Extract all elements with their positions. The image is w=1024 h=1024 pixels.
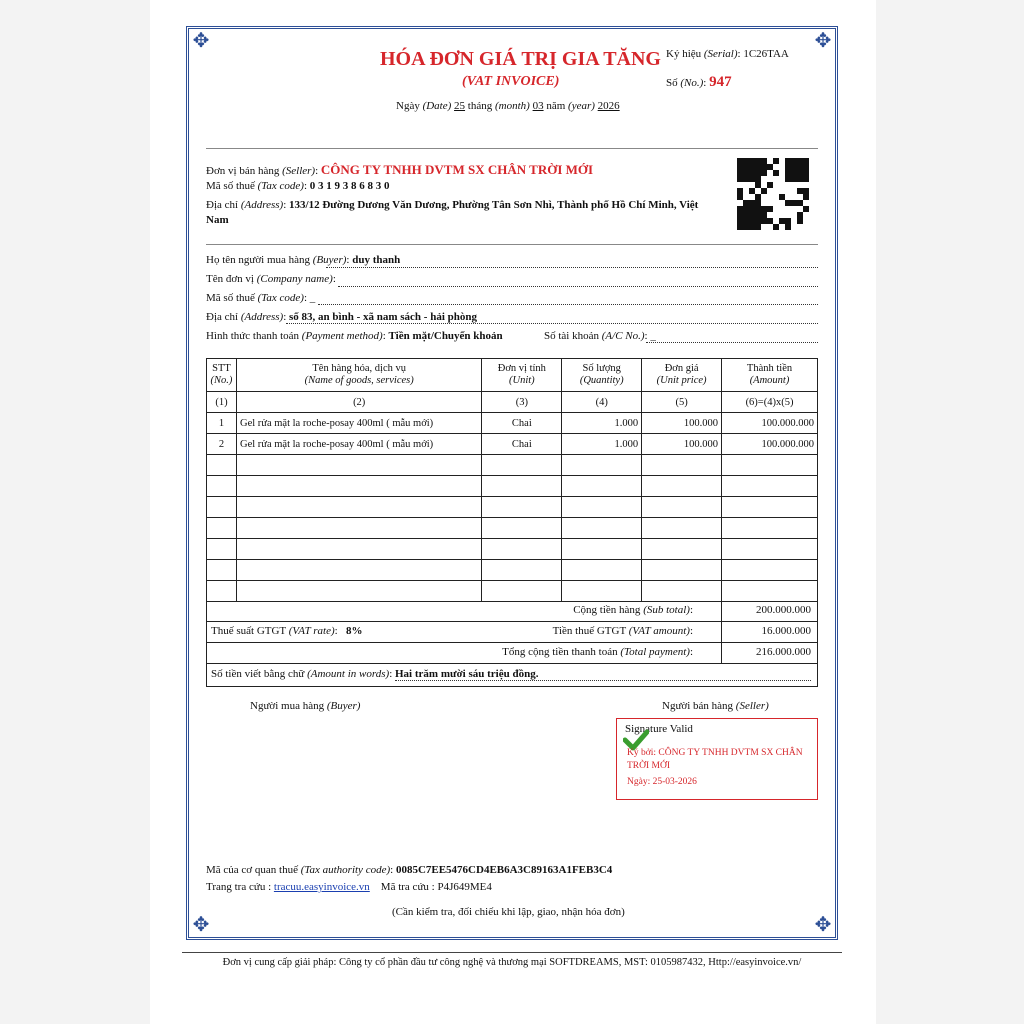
- cell-divider: [721, 621, 722, 642]
- empty-row: [207, 539, 818, 560]
- row-qty: 1.000: [562, 413, 642, 434]
- col-header-name: Tên hàng hóa, dịch vụ (Name of goods, services): [236, 359, 481, 392]
- row-name: Gel rửa mặt la roche-posay 400ml ( mẫu mới): [236, 413, 481, 434]
- qr-code-icon: [737, 158, 809, 230]
- serial-label: Ký hiệu: [666, 48, 702, 60]
- buyer-company-line: Tên đơn vị (Company name):: [206, 273, 336, 285]
- index-cell: (1): [207, 392, 237, 413]
- row-unit: Chai: [482, 434, 562, 455]
- index-cell: (5): [642, 392, 722, 413]
- index-cell: (4): [562, 392, 642, 413]
- verification-note: (Cần kiểm tra, đối chiếu khi lập, giao, nhận hóa đơn): [392, 906, 625, 918]
- seller-signature-label: Người bán hàng (Seller): [662, 700, 769, 712]
- vat-rate: Thuế suất GTGT (VAT rate): 8%: [211, 625, 363, 637]
- seller-tax-line: Mã số thuế (Tax code): 0 3 1 9 3 8 6 8 3 0: [206, 180, 390, 192]
- amount-words-row: [206, 663, 818, 687]
- buyer-address: số 83, an bình - xã nam sách - hải phòng: [289, 311, 477, 323]
- tax-authority-code: 0085C7EE5476CD4EB6A3C89163A1FEB3C4: [395, 864, 613, 876]
- cell-divider: [721, 642, 722, 663]
- account-line: Số tài khoản (A/C No.): _: [544, 330, 656, 342]
- empty-row: [207, 581, 818, 602]
- buyer-name-line: Họ tên người mua hàng (Buyer): duy thanh: [206, 254, 401, 266]
- col-header-no: STT (No.): [207, 359, 237, 392]
- number-label-en: (No.): [680, 77, 704, 89]
- number-label: Số: [666, 77, 678, 89]
- serial-value: 1C26TAA: [743, 48, 789, 60]
- col-header-price: Đơn giá (Unit price): [642, 359, 722, 392]
- invoice-subtitle: (VAT INVOICE): [462, 74, 560, 89]
- row-name: Gel rửa mặt la roche-posay 400ml ( mẫu mới): [236, 434, 481, 455]
- vat-row: [206, 621, 818, 643]
- date-month: 03: [532, 100, 544, 112]
- serial-label-en: (Serial): [703, 48, 738, 60]
- cell-divider: [721, 600, 722, 621]
- index-row: [207, 392, 818, 413]
- corner-ornament-icon: ✥: [814, 914, 832, 936]
- corner-ornament-icon: ✥: [192, 914, 210, 936]
- buyer-tax-line: Mã số thuế (Tax code): _: [206, 292, 316, 304]
- signed-date: Ngày: 25-03-2026: [627, 777, 697, 787]
- payment-label: Hình thức thanh toán: [206, 330, 300, 342]
- empty-row: [207, 476, 818, 497]
- index-cell: (6)=(4)x(5): [722, 392, 818, 413]
- fill-line: [395, 680, 811, 681]
- fill-line: [286, 323, 818, 324]
- seller-address-label: Địa chỉ: [206, 199, 239, 211]
- buyer-name: duy thanh: [352, 254, 401, 266]
- row-unit: Chai: [482, 413, 562, 434]
- divider: [206, 244, 818, 245]
- seller-tax-label-en: (Tax code): [257, 180, 304, 192]
- seller-address-line: Địa chỉ (Address): 133/12 Đường Dương Văn Dương, Phường Tân Sơn Nhì, Thành phố Hồ Chí Minh, Việt Nam: [206, 199, 699, 226]
- subtotal-label: Cộng tiền hàng (Sub total):: [573, 604, 693, 616]
- seller-label: Đơn vị bán hàng: [206, 165, 280, 177]
- digital-signature-box[interactable]: [616, 718, 818, 800]
- vat-amount-label: Tiền thuế GTGT (VAT amount):: [552, 625, 693, 637]
- empty-row: [207, 560, 818, 581]
- seller-tax-code: 0 3 1 9 3 8 6 8 3 0: [309, 180, 390, 192]
- empty-row: [207, 497, 818, 518]
- row-price: 100.000: [642, 413, 722, 434]
- corner-ornament-icon: ✥: [814, 30, 832, 52]
- subtotal-value: 200.000.000: [756, 604, 811, 616]
- seller-name-line: Đơn vị bán hàng (Seller): CÔNG TY TNHH DVTM SX CHÂN TRỜI MỚI: [206, 162, 594, 177]
- buyer-tax-label-en: (Tax code): [257, 292, 304, 304]
- fill-line: [338, 286, 818, 287]
- date-label-en: (Date): [422, 100, 452, 112]
- empty-row: [207, 455, 818, 476]
- seller-address-label-en: (Address): [240, 199, 284, 211]
- buyer-label-en: (Buyer): [312, 254, 347, 266]
- payment-method: Tiền mặt/Chuyển khoản: [388, 330, 503, 342]
- corner-ornament-icon: ✥: [192, 30, 210, 52]
- account-label: Số tài khoản: [544, 330, 599, 342]
- table-header-row: [207, 359, 818, 392]
- company-label: Tên đơn vị: [206, 273, 254, 285]
- row-amount: 100.000.000: [722, 413, 818, 434]
- empty-row: [207, 518, 818, 539]
- table-row: [207, 434, 818, 455]
- signed-by: Ký bởi: CÔNG TY TNHH DVTM SX CHÂN TRỜI MỚI: [627, 748, 803, 771]
- lookup-site-link[interactable]: tracuu.easyinvoice.vn: [273, 881, 370, 893]
- total-row: [206, 642, 818, 664]
- divider: [206, 148, 818, 149]
- buyer-address-label: Địa chỉ: [206, 311, 239, 323]
- invoice-title: HÓA ĐƠN GIÁ TRỊ GIA TĂNG: [380, 48, 661, 70]
- month-label: tháng: [467, 100, 493, 112]
- row-no: 1: [207, 413, 237, 434]
- date-label: Ngày: [396, 100, 420, 112]
- row-price: 100.000: [642, 434, 722, 455]
- payment-line: Hình thức thanh toán (Payment method): Tiền mặt/Chuyển khoản: [206, 330, 503, 342]
- amount-words: Số tiền viết bằng chữ (Amount in words): Hai trăm mười sáu triệu đồng.: [211, 668, 539, 680]
- col-header-qty: Số lượng (Quantity): [562, 359, 642, 392]
- col-header-unit: Đơn vị tính (Unit): [482, 359, 562, 392]
- col-header-amount: Thành tiền (Amount): [722, 359, 818, 392]
- number-line: Số (No.): 947: [666, 74, 732, 90]
- signature-valid-text: Signature Valid: [625, 723, 693, 735]
- date-year: 2026: [597, 100, 620, 112]
- row-qty: 1.000: [562, 434, 642, 455]
- date-day: 25: [454, 100, 466, 112]
- lookup-code: P4J649ME4: [437, 881, 492, 893]
- buyer-tax-label: Mã số thuế: [206, 292, 255, 304]
- buyer-address-line: Địa chỉ (Address): số 83, an bình - xã nam sách - hải phòng: [206, 311, 477, 323]
- company-label-en: (Company name): [256, 273, 333, 285]
- month-label-en: (month): [495, 100, 530, 112]
- serial-line: Ký hiệu (Serial): 1C26TAA: [666, 48, 789, 60]
- fill-line: [646, 342, 818, 343]
- table-row: [207, 413, 818, 434]
- year-label: năm: [546, 100, 566, 112]
- seller-label-en: (Seller): [282, 165, 316, 177]
- total-value: 216.000.000: [756, 646, 811, 658]
- fill-line: [318, 304, 818, 305]
- subtotal-row: [206, 600, 818, 622]
- row-amount: 100.000.000: [722, 434, 818, 455]
- provider-footer: Đơn vị cung cấp giải pháp: Công ty cổ phần đầu tư công nghệ và thương mại SOFTDREAMS, MST: 0105987432, Http://easyinvoice.vn/: [182, 952, 842, 968]
- tax-authority-code-line: Mã của cơ quan thuế (Tax authority code): 0085C7EE5476CD4EB6A3C89163A1FEB3C4: [206, 864, 613, 876]
- seller-tax-label: Mã số thuế: [206, 180, 255, 192]
- seller-address-cont: Nam: [206, 214, 229, 226]
- buyer-label: Họ tên người mua hàng: [206, 254, 311, 266]
- fill-line: [326, 267, 818, 268]
- account-label-en: (A/C No.): [601, 330, 645, 342]
- buyer-address-label-en: (Address): [240, 311, 284, 323]
- buyer-signature-label: Người mua hàng (Buyer): [250, 700, 361, 712]
- index-cell: (3): [482, 392, 562, 413]
- index-cell: (2): [236, 392, 481, 413]
- vat-amount-value: 16.000.000: [761, 625, 811, 637]
- year-label-en: (year): [568, 100, 595, 112]
- invoice-number: 947: [709, 74, 732, 90]
- seller-name: CÔNG TY TNHH DVTM SX CHÂN TRỜI MỚI: [320, 162, 594, 177]
- seller-address: 133/12 Đường Dương Văn Dương, Phường Tân Sơn Nhì, Thành phố Hồ Chí Minh, Việt: [289, 199, 699, 211]
- lookup-line: Trang tra cứu : tracuu.easyinvoice.vn Mã tra cứu : P4J649ME4: [206, 881, 492, 893]
- date-line: [396, 100, 620, 112]
- row-no: 2: [207, 434, 237, 455]
- total-label: Tổng cộng tiền thanh toán (Total payment):: [502, 646, 693, 658]
- items-table: [206, 358, 818, 602]
- payment-label-en: (Payment method): [301, 330, 383, 342]
